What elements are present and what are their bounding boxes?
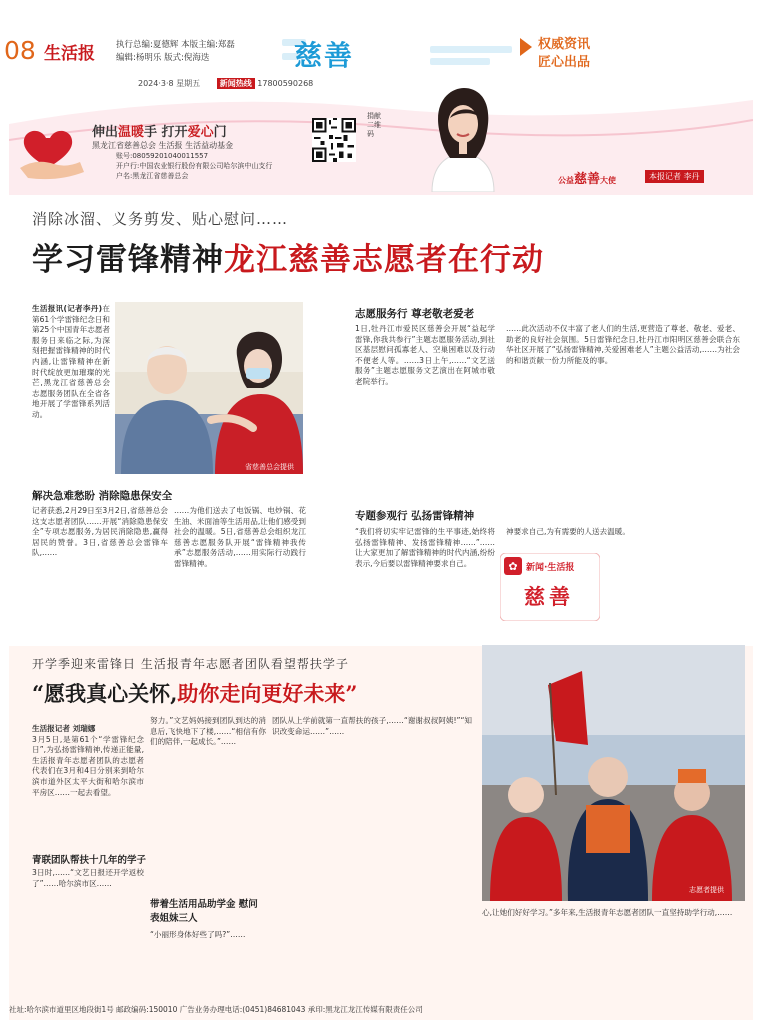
- ad-subtitle: 黑龙江省慈善总会 生活报 生活益动基金: [92, 141, 234, 150]
- editor-line: 执行总编:夏德辉 本版主编:郑磊: [116, 40, 235, 50]
- section-heading: 专题参观行 弘扬雷锋精神: [355, 510, 475, 522]
- section-body: ……为他们送去了电饭锅、电炒锅、花生油、米面油等生活用品,让他们感受到社会的温暖。5日,省慈善总会组织龙江慈善志愿服务队开展“雷锋精神我传承”志愿服务活动,……用实际行动践行雷锋精神。: [174, 506, 306, 568]
- editor-line: 编辑:杨明乐 版式:倪海迭: [116, 53, 210, 63]
- article-kicker: 消除冰溜、义务剪发、贴心慰问……: [32, 210, 289, 228]
- ad-title-part: 手 打开: [144, 125, 188, 140]
- section-body: 记者获悉,2月29日至3月2日,省慈善总会这支志愿者团队……开展“消除隐患保安全”专项志愿服务,为居民消除隐患,赢得居民的赞誉。3日,省慈善总会雷锋车队,……: [32, 506, 168, 558]
- article-headline: [32, 678, 357, 708]
- hotline-label: 新闻热线: [217, 78, 255, 89]
- article-body: 努力。”文艺妈妈接到团队到达的消息后,飞快地下了楼,……“相信有你们的陪伴,一起成长。”……: [150, 716, 266, 747]
- ad-title-part: 门: [213, 125, 227, 140]
- paper-name: 生活报: [44, 44, 95, 64]
- section-body: 1日,牡丹江市爱民区慈善会开展“益起学雷锋,你我共参行”主题志愿服务活动,到社区基层慰问孤寡老人、空巢困难以及行动不便老人等。……3日上午,……“文艺送服务”主题志愿服务文艺演出在阿城市敬老院举行。: [355, 324, 495, 386]
- volunteer-visit-photo: [115, 302, 303, 474]
- byline: 生活报记者 刘瑞娜: [32, 724, 96, 733]
- article-body: “小丽形身体好些了吗?”……: [150, 930, 246, 939]
- article-body: 3日时,……“文艺日报还开学返校了”……哈尔滨市区……: [32, 868, 144, 888]
- hotline-number: 17800590268: [257, 79, 314, 88]
- chevron-right-icon: [520, 38, 532, 56]
- editor-credits: [116, 39, 266, 65]
- page-number: 08: [4, 36, 36, 65]
- badge-main: 慈善: [574, 172, 601, 187]
- logo-caption: 新闻·生活报: [526, 563, 575, 573]
- article-intro: [32, 304, 110, 494]
- headline-highlight: 龙江慈善志愿者在行动: [224, 242, 544, 278]
- body-text: 3月5日,是第61个“学雷锋纪念日”,为弘扬雷锋精神,传递正能量,生活报青年志愿者团队的志愿者代表们在3月和4日分别来到哈尔滨市道外区太平大街和哈尔滨市平房区……一起去看望。: [32, 734, 144, 797]
- footer: 社址:哈尔滨市道里区地段街1号 邮政编码:150010 广告业务办理电话:(0451)84681043 承印:黑龙江龙江传媒有限责任公司: [9, 1005, 423, 1014]
- article-body: 心,让她们好好学习。”多年来,生活报青年志愿者团队一直坚持助学行动,……: [482, 908, 733, 917]
- section-heading: 解决急难愁盼 消除隐患保安全: [32, 490, 173, 502]
- bank-name: 开户行:中国农业银行股份有限公司哈尔滨中山支行: [116, 162, 273, 170]
- banner-stripe: [430, 58, 490, 65]
- section-body: “我们将切实牢记雷锋的生平事迹,始终将弘扬雷锋精神、发扬雷锋精神……”……让大家更加了解雷锋精神的时代内涵,纷纷表示,今后要以雷锋精神要求自己。: [355, 527, 495, 568]
- masthead: [0, 0, 760, 86]
- ad-title-part: 伸出: [92, 125, 119, 140]
- student-visit-photo: [482, 645, 745, 901]
- reporter-tag: 本报记者 李丹: [645, 170, 704, 183]
- headline-part: 学习雷锋精神: [32, 242, 224, 278]
- section-heading: 青联团队帮扶十几年的学子: [32, 855, 147, 866]
- logo-title: 慈善: [524, 584, 574, 609]
- section-body: 神要求自己,为有需要的人送去温暖。: [506, 527, 630, 536]
- section-heading: 带着生活用品助学金 慰问表姐妹三人: [150, 899, 258, 924]
- charity-column-logo: [500, 553, 600, 621]
- slogan-line: 匠心出品: [538, 55, 591, 70]
- qr-code: [312, 118, 356, 162]
- photo-credit: 志愿者提供: [689, 886, 724, 894]
- article-kicker: 开学季迎来雷锋日 生活报青年志愿者团队看望帮扶学子: [32, 657, 349, 671]
- headline-part: “愿我真心关怀,: [32, 681, 178, 706]
- byline: 生活报讯(记者李丹): [32, 304, 103, 313]
- ad-account-info: [116, 151, 272, 181]
- slogan: [538, 36, 590, 72]
- badge-suffix: 大使: [600, 175, 617, 185]
- ad-title: [92, 121, 227, 140]
- banner-stripe: [430, 46, 512, 53]
- section-banner: [282, 33, 392, 73]
- reporter-portrait: [418, 82, 508, 192]
- section-title: 慈善: [294, 39, 355, 72]
- article-body: 团队从上学前就第一直帮扶的孩子,……“谢谢叔叔阿姨!”“知识改变命运……”……: [272, 716, 472, 736]
- headline-highlight: 助你走向更好未来”: [177, 681, 358, 706]
- svg-text:✿: ✿: [508, 560, 518, 573]
- photo-credit: 省慈善总会提供: [245, 463, 294, 471]
- section-heading: 志愿服务行 尊老敬老爱老: [355, 308, 475, 320]
- slogan-line: 权威资讯: [538, 37, 591, 52]
- ad-title-highlight: 爱心: [187, 125, 214, 140]
- intro-text: 在第61个学雷锋纪念日和第25个中国青年志愿者服务日来临之际,为深刻把握雷锋精神的时代内涵,让雷锋精神在新时代绽放更加璀璨的光芒,黑龙江省慈善总会志愿服务团队在全省各地开展了学雷锋系列活动。: [32, 304, 110, 419]
- ad-title-highlight: 温暖: [118, 125, 145, 140]
- heart-hand-icon: [18, 128, 88, 180]
- issue-date: 2024·3·8 星期五: [138, 79, 201, 88]
- account-holder: 户名:黑龙江省慈善总会: [116, 172, 189, 180]
- charity-ambassador-badge: [558, 168, 616, 187]
- article-headline: [32, 234, 544, 279]
- qr-caption: 捐献二维码: [367, 112, 381, 138]
- section-body: ……此次活动不仅丰富了老人们的生活,更营造了尊老、敬老、爱老、助老的良好社会氛围。5日雷锋纪念日,牡丹江市阳明区慈善会联合东华社区开展了“弘扬雷锋精神,关爱困难老人”主题公益活动,……为社会的和谐贡献一份力所能及的事。: [506, 324, 740, 365]
- account-number: 账号:08059201040011557: [116, 152, 209, 160]
- date-bar: [138, 78, 368, 90]
- badge-prefix: 公益: [558, 175, 574, 185]
- article-body: [32, 724, 144, 846]
